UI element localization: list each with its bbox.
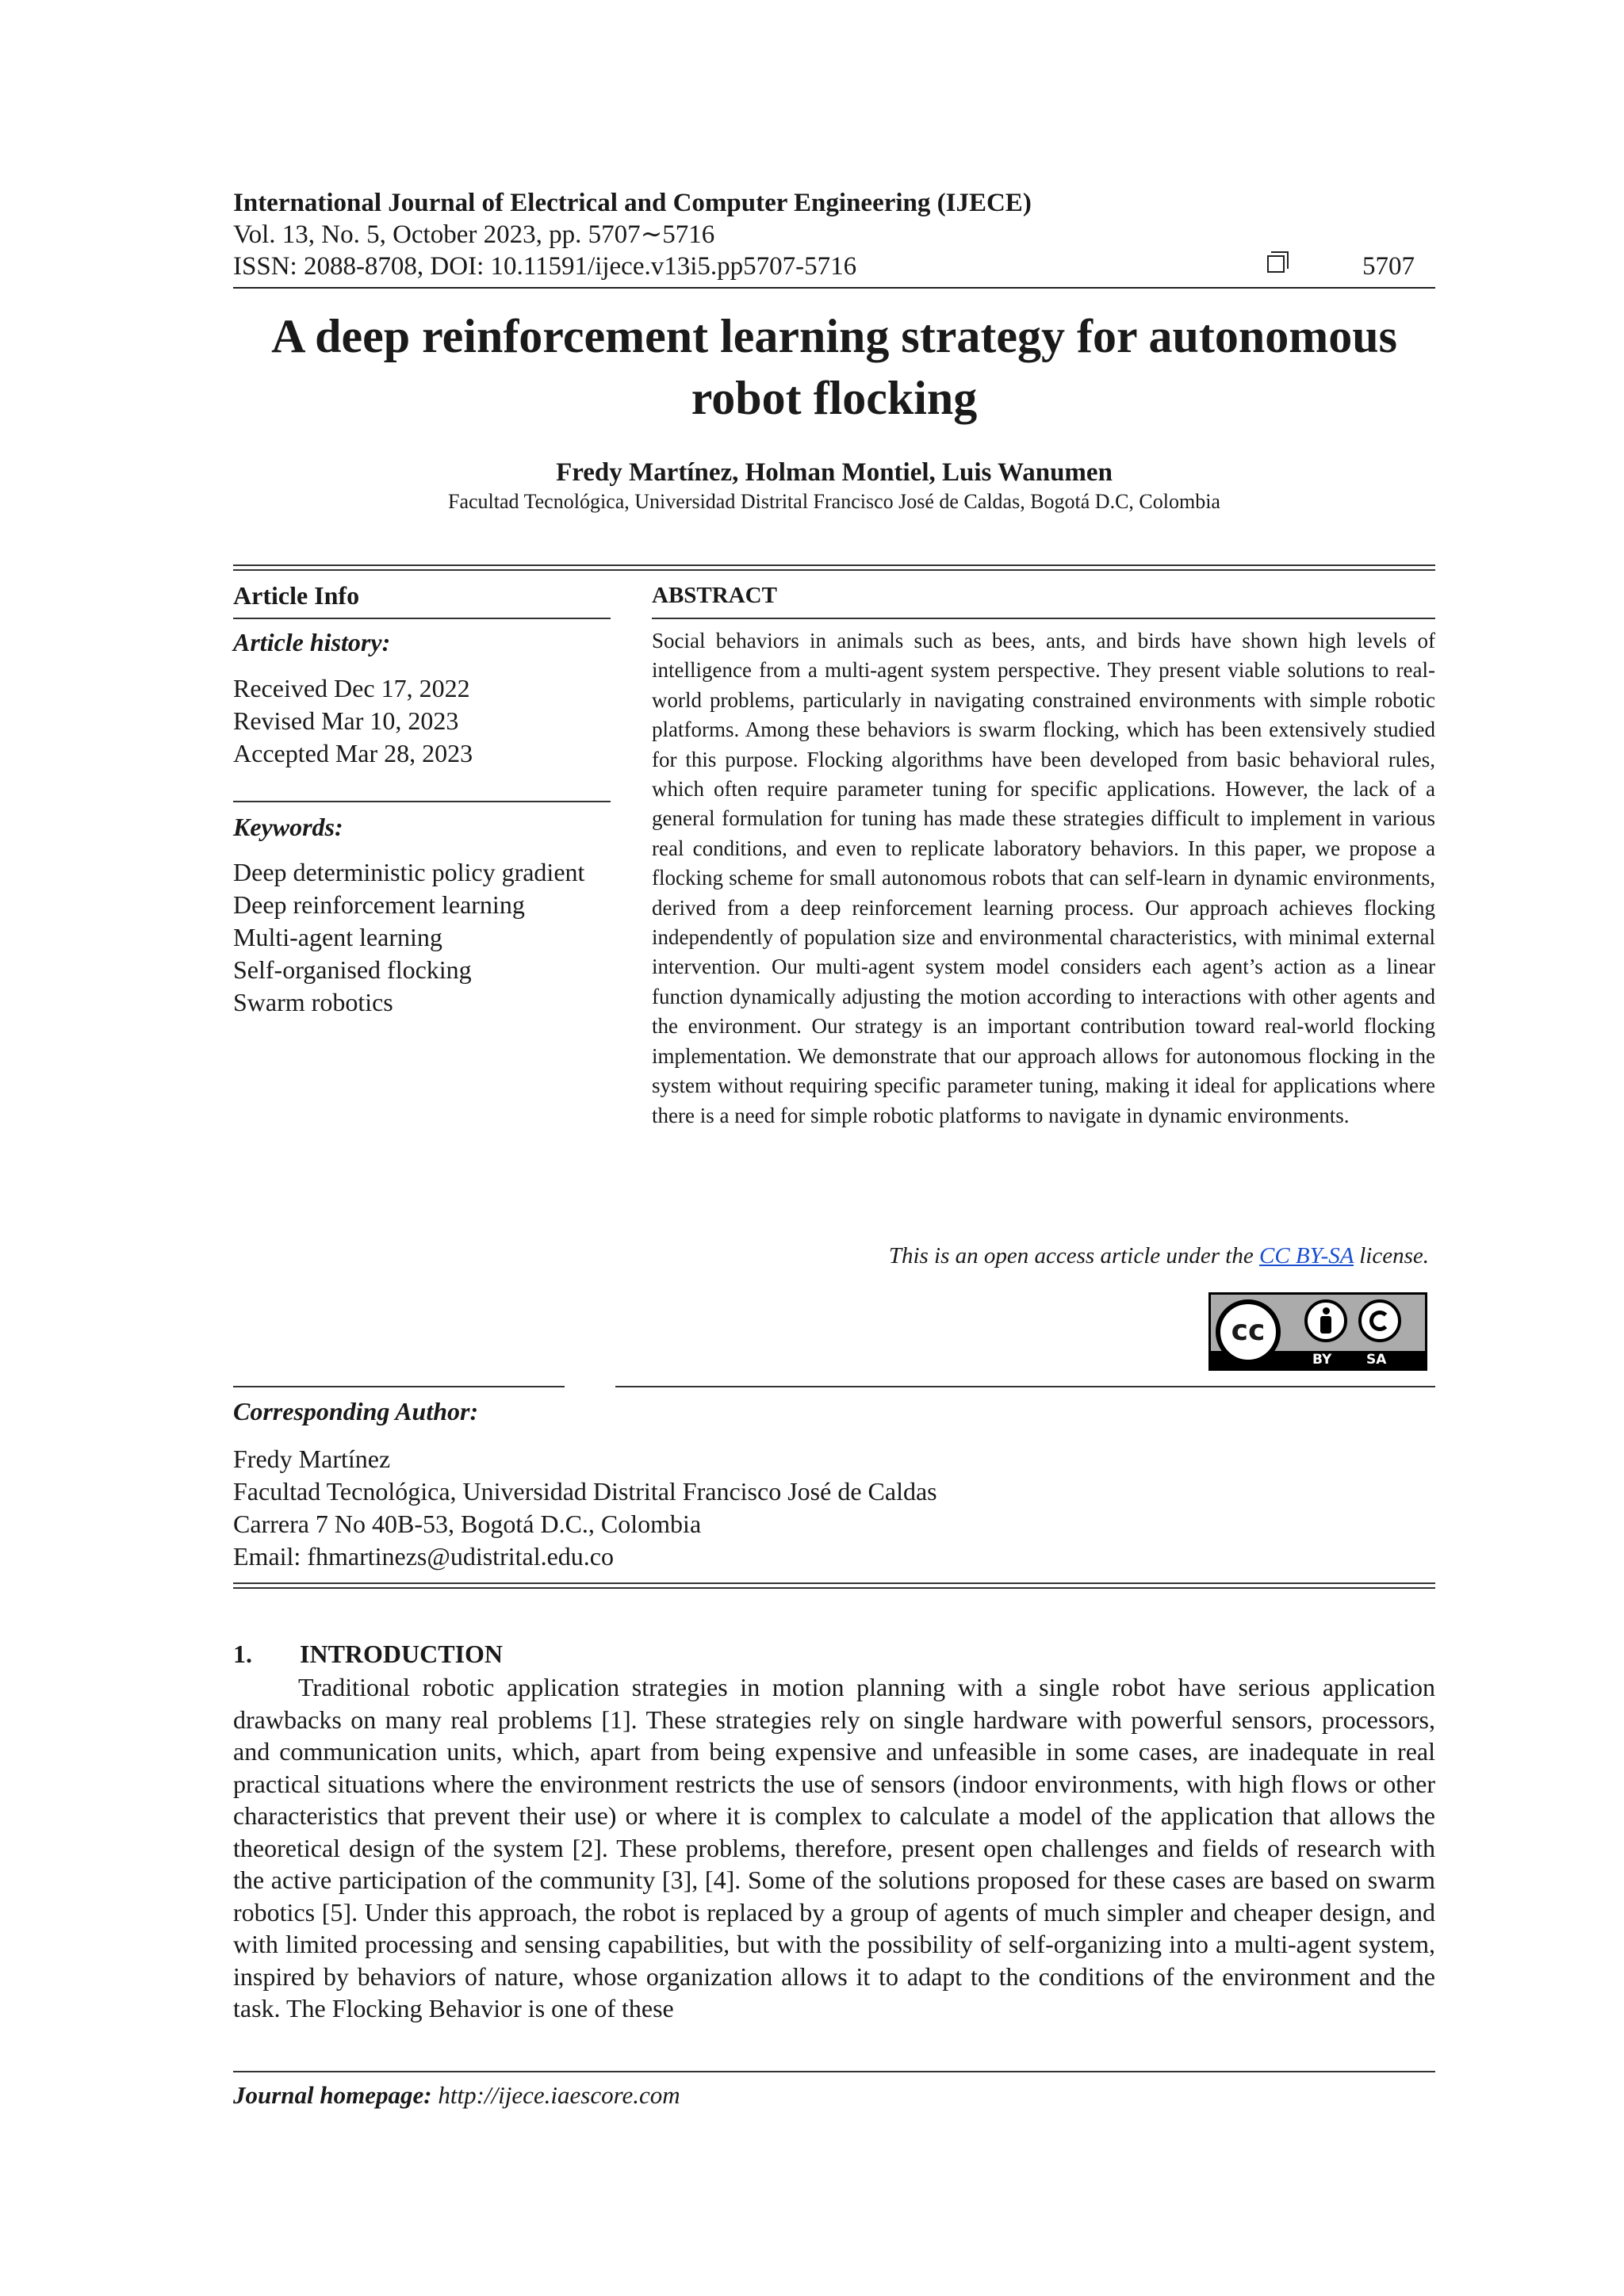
homepage-label: Journal homepage: xyxy=(233,2081,432,2109)
article-info-rule xyxy=(233,618,611,619)
square-icon xyxy=(1267,255,1285,273)
license-suffix: license. xyxy=(1359,1243,1429,1269)
intro-text: Traditional robotic application strategies in motion planning with a single robot have serious application drawbacks on many real problems [1]. These strategies rely on single hardware with powerful sensors, processors, and communication units, which, apart from being expensive and unfeasible in some cases, are inadequate in real practical situations where the environment restricts the use of sensors (indoor environments, with high flows or other characteristics that prevent their use) or where it is complex to calculate a model of the application that allows the theoretical design of the system [2]. These problems, therefore, present open challenges and fields of research with the active participation of the community [3], [4]. Some of the solutions proposed for these cases are based on swarm robotics [5]. Under this approach, the robot is replaced by a group of agents of much simpler and cheaper design, and with limited processing and sensing capabilities, but with the possibility of self-organizing into a multi-agent system, inspired by behaviors of nature, whose organization allows it to adapt to the conditions of the environment and the task. The Flocking Behavior is one of these xyxy=(233,1673,1435,2022)
history-received: Received Dec 17, 2022 xyxy=(233,674,470,702)
intro-heading: INTRODUCTION xyxy=(300,1640,504,1668)
keyword-item: Swarm robotics xyxy=(233,988,393,1016)
abstract-text: Social behaviors in animals such as bees, ants, and birds have shown high levels of intelligence from a multi-agent system perspective. They present viable solutions to real-world problems, particularly in navigating constrained environments with simple robotic platforms. Among these behaviors is swarm flocking, which has been extensively studied for this purpose. Flocking algorithms have been developed from basic behavioral rules, which often require parameter tuning for specific applications. However, the lack of a general formulation for tuning has made these strategies difficult to implement in various real conditions, and even to replicate laboratory behaviors. In this paper, we propose a flocking scheme for small autonomous robots that can self-learn in dynamic environments, derived from a deep reinforcement learning process. Our approach achieves flocking independently of population size and environmental characteristics, with minimal external intervention. Our multi-agent system model considers each agent’s action as a linear function dynamically adjusting the motion according to interactions with other agents and the environment. Our strategy is an important contribution toward real-world flocking implementation. We demonstrate that our approach allows for autonomous flocking in the system without requiring specific parameter tuning, making it ideal for applications where there is a need for simple robotic platforms to navigate in dynamic environments. xyxy=(652,629,1435,1127)
info-top-rule-2 xyxy=(233,569,1435,571)
corresponding-heading: Corresponding Author: xyxy=(233,1397,479,1425)
history-list xyxy=(233,672,473,770)
keyword-item: Self-organised flocking xyxy=(233,955,472,984)
corresponding-name: Fredy Martínez xyxy=(233,1445,391,1473)
info-top-rule xyxy=(233,564,1435,566)
journal-name: International Journal of Electrical and Computer Engineering (IJECE) xyxy=(233,189,1032,217)
corresponding-address: Carrera 7 No 40B-53, Bogotá D.C., Colombia xyxy=(233,1510,702,1538)
volume-info: Vol. 13, No. 5, October 2023, pp. 5707∼5716 xyxy=(233,220,715,249)
article-info-heading: Article Info xyxy=(233,581,360,610)
cc-by-sa-badge xyxy=(1208,1292,1427,1371)
history-heading: Article history: xyxy=(233,628,391,656)
intro-paragraph xyxy=(233,1671,1435,2025)
journal-homepage xyxy=(233,2081,680,2110)
badge-sa: SA xyxy=(1366,1352,1387,1368)
abstract-rule xyxy=(652,618,1435,619)
corresponding-rule-right xyxy=(615,1386,1435,1387)
title-line-1: A deep reinforcement learning strategy for autonomous xyxy=(271,310,1397,362)
share-alike-icon xyxy=(1358,1299,1401,1342)
issn-doi: ISSN: 2088-8708, DOI: 10.11591/ijece.v13i5.pp5707-5716 xyxy=(233,252,857,281)
footer-rule xyxy=(233,2071,1435,2072)
page-number: 5707 xyxy=(1362,252,1415,281)
attribution-icon xyxy=(1304,1299,1347,1342)
corresponding-bottom-rule xyxy=(233,1582,1435,1584)
corresponding-affiliation: Facultad Tecnológica, Universidad Distrital Francisco José de Caldas xyxy=(233,1477,937,1506)
history-revised: Revised Mar 10, 2023 xyxy=(233,706,459,735)
keyword-item: Multi-agent learning xyxy=(233,923,442,951)
license-link[interactable]: CC BY-SA xyxy=(1259,1243,1354,1269)
abstract-heading: ABSTRACT xyxy=(652,583,777,608)
keywords-rule xyxy=(233,801,611,802)
license-prefix: This is an open access article under the xyxy=(888,1243,1254,1269)
keyword-item: Deep deterministic policy gradient xyxy=(233,858,585,886)
corresponding-email: Email: fhmartinezs@udistrital.edu.co xyxy=(233,1542,614,1571)
license-statement xyxy=(652,1243,1429,1269)
keywords-list xyxy=(233,856,584,1019)
corresponding-bottom-rule-2 xyxy=(233,1587,1435,1589)
paper-title xyxy=(233,305,1435,429)
corresponding-rule-left xyxy=(233,1386,565,1387)
authors: Fredy Martínez, Holman Montiel, Luis Wanumen xyxy=(556,458,1113,487)
homepage-url[interactable]: http://ijece.iaescore.com xyxy=(438,2081,680,2109)
cc-icon: cc xyxy=(1216,1299,1281,1364)
keyword-item: Deep reinforcement learning xyxy=(233,890,525,919)
affiliation: Facultad Tecnológica, Universidad Distrital Francisco José de Caldas, Bogotá D.C, Colombia xyxy=(448,490,1220,513)
title-line-2: robot flocking xyxy=(691,372,978,424)
corresponding-details xyxy=(233,1443,937,1573)
header-rule xyxy=(233,287,1435,289)
badge-by: BY xyxy=(1312,1352,1332,1368)
keywords-heading: Keywords: xyxy=(233,813,343,841)
history-accepted: Accepted Mar 28, 2023 xyxy=(233,739,473,767)
intro-number: 1. xyxy=(233,1640,252,1668)
